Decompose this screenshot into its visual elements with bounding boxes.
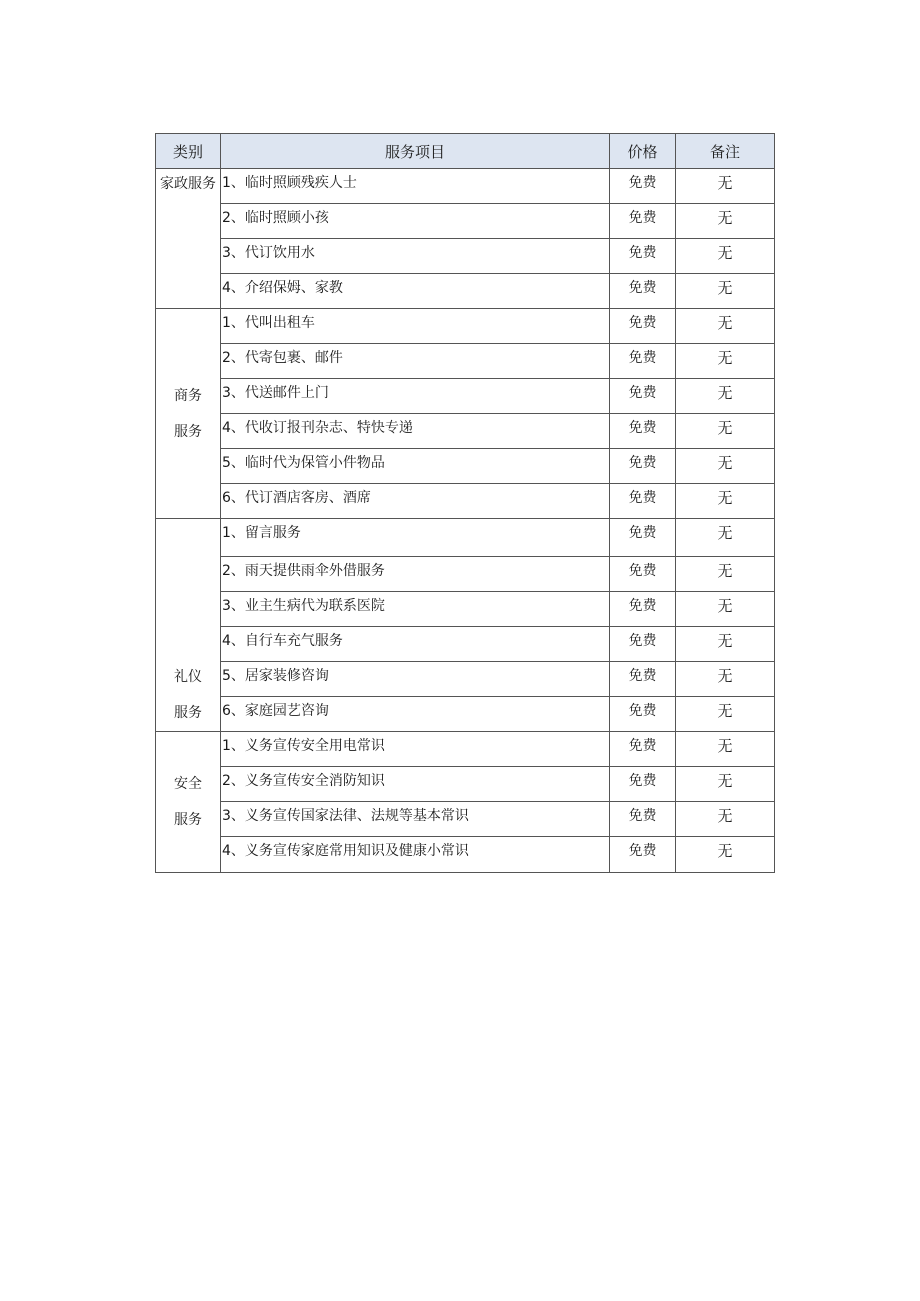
note-cell: 无	[676, 697, 775, 732]
note-cell: 无	[676, 414, 775, 449]
category-label: 家政服务	[160, 176, 216, 192]
item-cell: 2、临时照顾小孩	[221, 204, 610, 239]
category-cell	[156, 169, 221, 309]
item-cell: 3、业主生病代为联系医院	[221, 592, 610, 627]
item-cell: 3、代送邮件上门	[221, 379, 610, 414]
price-cell: 免费	[610, 344, 676, 379]
item-cell: 2、雨天提供雨伞外借服务	[221, 557, 610, 592]
price-cell: 免费	[610, 592, 676, 627]
table-row	[156, 557, 775, 592]
table-row	[156, 697, 775, 732]
note-cell: 无	[676, 169, 775, 204]
table-row	[156, 732, 775, 767]
item-cell: 1、义务宣传安全用电常识	[221, 732, 610, 767]
item-cell: 1、代叫出租车	[221, 309, 610, 344]
note-cell: 无	[676, 767, 775, 802]
category-label: 安全	[174, 776, 202, 792]
note-cell: 无	[676, 449, 775, 484]
item-cell: 4、自行车充气服务	[221, 627, 610, 662]
note-cell: 无	[676, 837, 775, 873]
table-row	[156, 379, 775, 414]
price-cell: 免费	[610, 767, 676, 802]
item-cell: 2、代寄包裹、邮件	[221, 344, 610, 379]
item-cell: 4、介绍保姆、家教	[221, 274, 610, 309]
note-cell: 无	[676, 627, 775, 662]
note-cell: 无	[676, 519, 775, 557]
table-row	[156, 344, 775, 379]
note-cell: 无	[676, 239, 775, 274]
note-cell: 无	[676, 557, 775, 592]
note-cell: 无	[676, 484, 775, 519]
item-cell: 5、临时代为保管小件物品	[221, 449, 610, 484]
category-label: 服务	[174, 705, 202, 721]
header-note: 备注	[676, 134, 775, 169]
price-cell: 免费	[610, 802, 676, 837]
item-cell: 1、临时照顾残疾人士	[221, 169, 610, 204]
price-cell: 免费	[610, 837, 676, 873]
item-cell: 3、义务宣传国家法律、法规等基本常识	[221, 802, 610, 837]
note-cell: 无	[676, 379, 775, 414]
item-cell: 3、代订饮用水	[221, 239, 610, 274]
table-row	[156, 204, 775, 239]
note-cell: 无	[676, 732, 775, 767]
item-cell: 6、代订酒店客房、酒席	[221, 484, 610, 519]
price-cell: 免费	[610, 627, 676, 662]
category-label: 服务	[174, 423, 202, 440]
price-cell: 免费	[610, 274, 676, 309]
item-cell: 4、义务宣传家庭常用知识及健康小常识	[221, 837, 610, 873]
price-cell: 免费	[610, 484, 676, 519]
table-row	[156, 519, 775, 557]
table-row	[156, 239, 775, 274]
table-row	[156, 169, 775, 204]
price-cell: 免费	[610, 414, 676, 449]
price-cell: 免费	[610, 169, 676, 204]
note-cell: 无	[676, 274, 775, 309]
note-cell: 无	[676, 662, 775, 697]
table-row	[156, 414, 775, 449]
category-label: 商务	[174, 387, 202, 404]
price-cell: 免费	[610, 519, 676, 557]
price-cell: 免费	[610, 732, 676, 767]
table-row	[156, 449, 775, 484]
header-price: 价格	[610, 134, 676, 169]
header-item: 服务项目	[221, 134, 610, 169]
note-cell: 无	[676, 204, 775, 239]
service-table	[155, 133, 775, 873]
header-category: 类别	[156, 134, 221, 169]
price-cell: 免费	[610, 449, 676, 484]
table-row	[156, 662, 775, 697]
price-cell: 免费	[610, 557, 676, 592]
item-cell: 5、居家装修咨询	[221, 662, 610, 697]
table-row	[156, 309, 775, 344]
table-row	[156, 802, 775, 837]
price-cell: 免费	[610, 309, 676, 344]
table-row	[156, 592, 775, 627]
item-cell: 6、家庭园艺咨询	[221, 697, 610, 732]
price-cell: 免费	[610, 662, 676, 697]
item-cell: 1、留言服务	[221, 519, 610, 557]
item-cell: 4、代收订报刊杂志、特快专递	[221, 414, 610, 449]
price-cell: 免费	[610, 239, 676, 274]
category-label: 服务	[174, 812, 202, 828]
table-body	[156, 169, 775, 873]
table-row	[156, 627, 775, 662]
category-cell	[156, 732, 221, 873]
table-row	[156, 767, 775, 802]
table-row	[156, 274, 775, 309]
table-header-row	[156, 134, 775, 169]
item-cell: 2、义务宣传安全消防知识	[221, 767, 610, 802]
category-cell	[156, 309, 221, 519]
price-cell: 免费	[610, 379, 676, 414]
price-cell: 免费	[610, 204, 676, 239]
note-cell: 无	[676, 592, 775, 627]
note-cell: 无	[676, 802, 775, 837]
note-cell: 无	[676, 344, 775, 379]
table-row	[156, 484, 775, 519]
category-label: 礼仪	[174, 669, 202, 685]
note-cell: 无	[676, 309, 775, 344]
table-row	[156, 837, 775, 873]
price-cell: 免费	[610, 697, 676, 732]
category-cell	[156, 519, 221, 732]
